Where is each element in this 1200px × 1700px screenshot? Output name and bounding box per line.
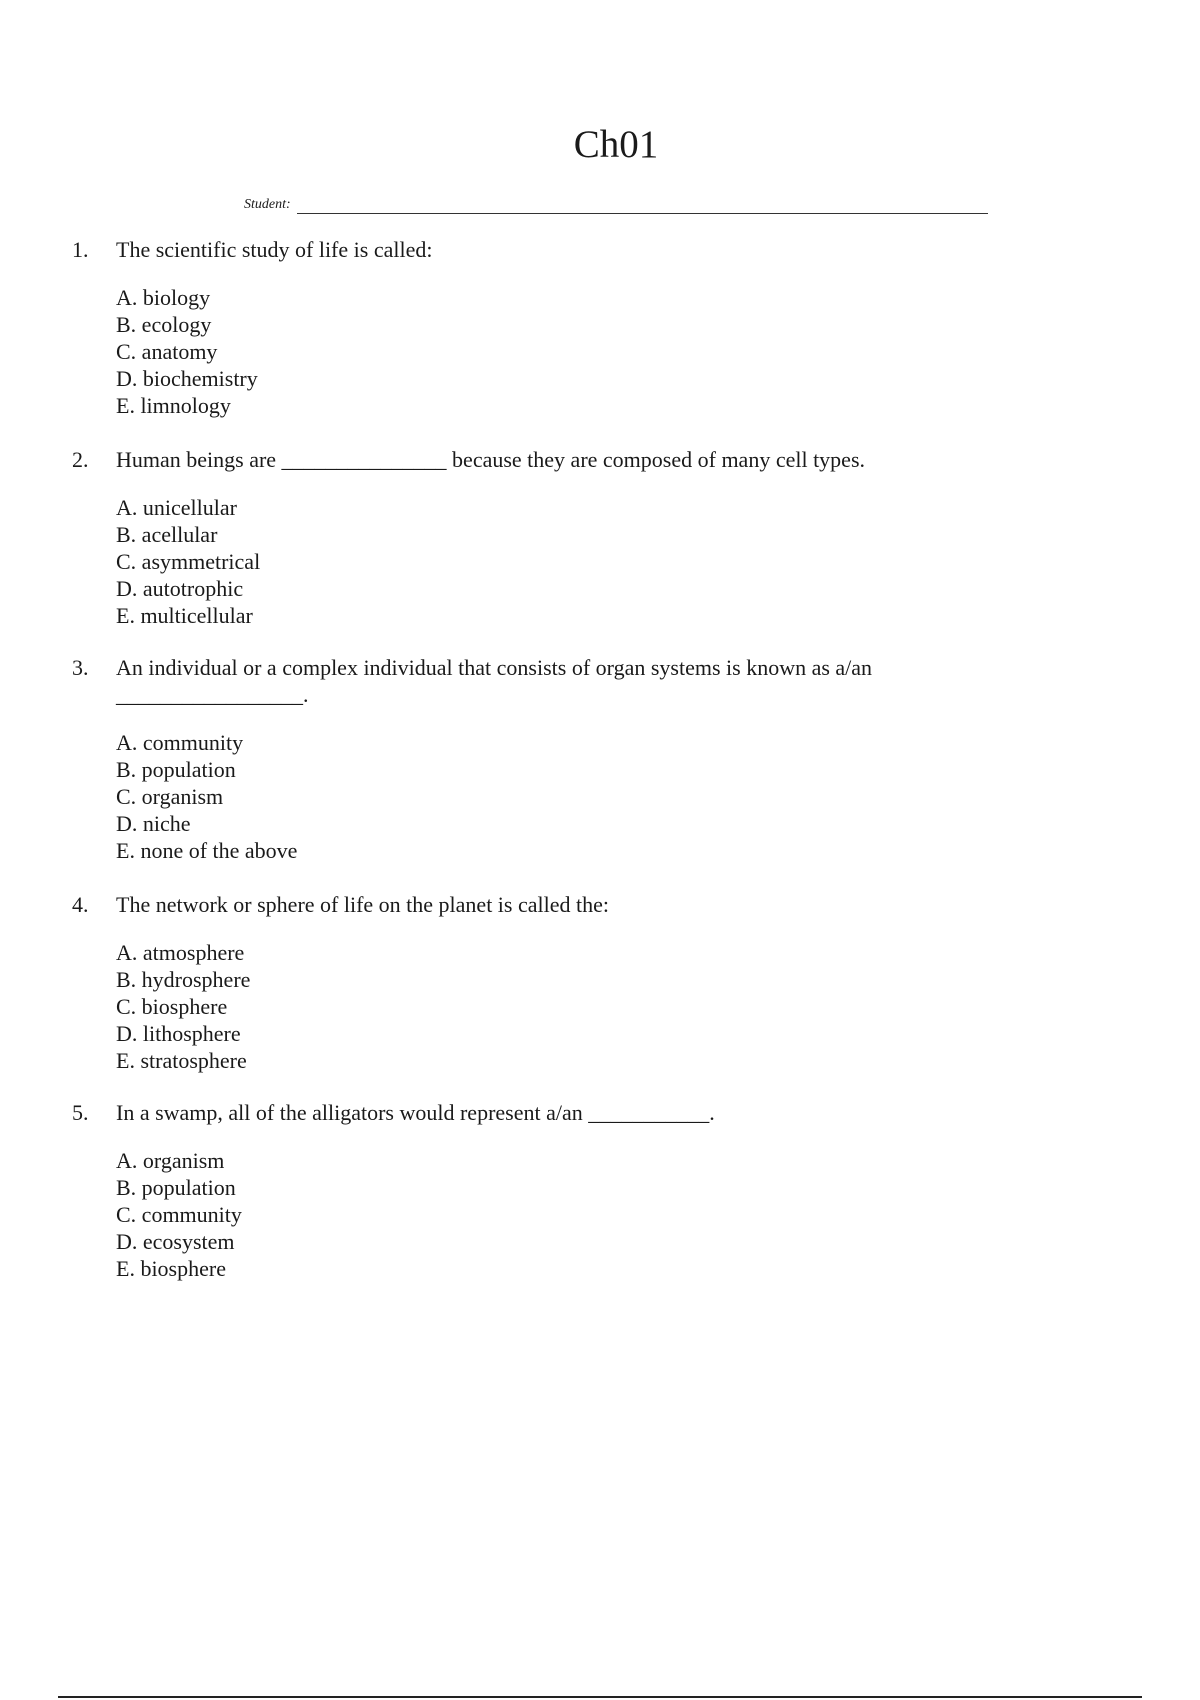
student-name-row [244,190,988,214]
answer-option-b: B. population [116,757,236,782]
answer-option-e: E. biosphere [116,1256,226,1281]
question-text: The scientific study of life is called: [116,237,433,262]
footer-divider [58,1696,1142,1698]
question-number: 4. [72,892,89,917]
answer-option-a: A. organism [116,1148,225,1173]
answer-option-c: C. anatomy [116,339,218,364]
answer-option-e: E. none of the above [116,838,298,863]
answer-option-d: D. lithosphere [116,1021,241,1046]
answer-option-b: B. ecology [116,312,212,337]
answer-option-c: C. asymmetrical [116,549,261,574]
answer-option-a: A. biology [116,285,211,310]
answer-option-c: C. community [116,1202,242,1227]
answer-option-d: D. ecosystem [116,1229,235,1254]
answer-option-e: E. multicellular [116,603,253,628]
question-text: The network or sphere of life on the planet is called the: [116,892,609,917]
answer-option-b: B. population [116,1175,236,1200]
question-3 [72,654,872,864]
answer-option-e: E. limnology [116,393,231,418]
question-1 [72,236,432,419]
question-text: In a swamp, all of the alligators would represent a/an ___________. [116,1100,715,1125]
answer-options [116,1147,715,1282]
answer-option-a: A. atmosphere [116,940,245,965]
answer-options [116,284,432,419]
answer-option-d: D. autotrophic [116,576,244,601]
question-text: Human beings are _______________ because they are composed of many cell types. [116,447,866,472]
question-4 [72,891,609,1074]
answer-option-b: B. hydrosphere [116,967,251,992]
student-name-line [297,195,988,214]
answer-options [116,939,609,1074]
answer-option-d: D. biochemistry [116,366,258,391]
question-number: 1. [72,237,89,262]
answer-options [116,729,872,864]
answer-option-e: E. stratosphere [116,1048,247,1073]
question-5 [72,1099,715,1282]
answer-option-c: C. biosphere [116,994,228,1019]
answer-options [116,494,865,629]
answer-option-b: B. acellular [116,522,218,547]
answer-option-d: D. niche [116,811,191,836]
question-text: An individual or a complex individual that consists of organ systems is known as a/an _________________. [116,655,873,707]
question-number: 5. [72,1100,89,1125]
question-2 [72,446,865,629]
student-label: Student: [244,197,291,212]
answer-option-a: A. unicellular [116,495,237,520]
answer-option-a: A. community [116,730,244,755]
question-number: 2. [72,447,89,472]
answer-option-c: C. organism [116,784,224,809]
page-title: Ch01 [573,123,659,166]
question-number: 3. [72,655,89,680]
